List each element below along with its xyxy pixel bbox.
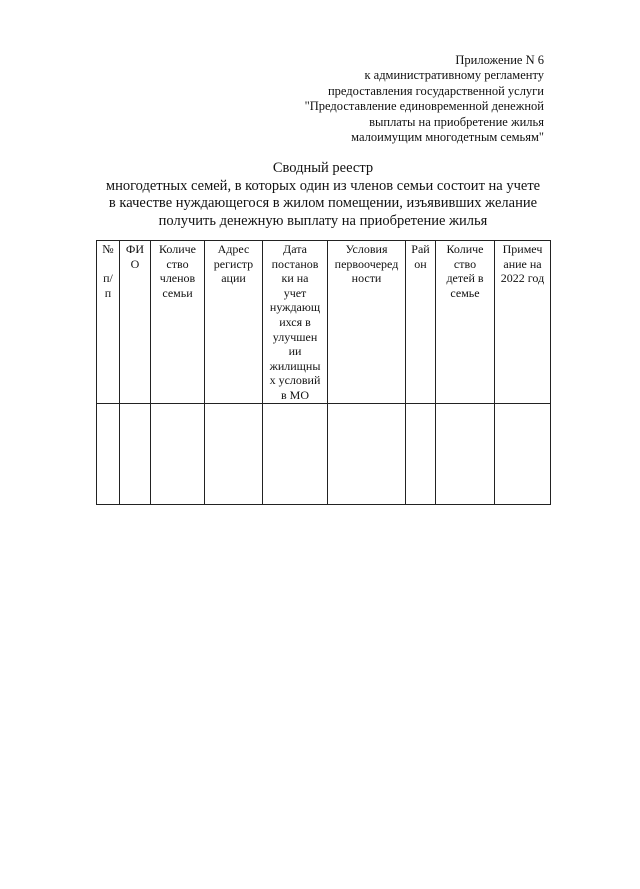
title-line: в качестве нуждающегося в жилом помещении, изъявивших желание bbox=[108, 195, 538, 212]
header-line: Дата bbox=[283, 242, 307, 256]
table-cell bbox=[205, 403, 263, 504]
header-line: детей в bbox=[446, 271, 484, 286]
header-line: нуждающ bbox=[269, 300, 321, 315]
header-line: в МО bbox=[280, 387, 309, 402]
appendix-line: Приложение N 6 bbox=[455, 53, 544, 67]
header-line: он bbox=[414, 256, 427, 271]
table-cell bbox=[406, 403, 436, 504]
header-line: Количе bbox=[446, 242, 484, 256]
col-header-fio bbox=[120, 241, 151, 404]
header-line: ации bbox=[221, 271, 246, 286]
appendix-line: малоимущим многодетным семьям" bbox=[351, 130, 544, 145]
header-line: п/ bbox=[103, 271, 113, 286]
header-line: регистр bbox=[213, 256, 254, 271]
header-line: ки на bbox=[281, 271, 309, 286]
table-cell bbox=[97, 403, 120, 504]
header-line: ство bbox=[166, 256, 189, 271]
header-line: № bbox=[102, 242, 114, 256]
header-line: семьи bbox=[162, 285, 193, 300]
header-line: жилищны bbox=[269, 358, 321, 373]
header-line: Адрес bbox=[217, 242, 250, 256]
header-line: учет bbox=[283, 285, 307, 300]
header-line: ии bbox=[288, 344, 302, 359]
header-line: ности bbox=[351, 271, 382, 286]
col-header-priority bbox=[328, 241, 406, 404]
header-line: О bbox=[130, 256, 140, 271]
header-line: постанов bbox=[271, 256, 319, 271]
header-line: семье bbox=[450, 285, 480, 300]
header-line: Условия bbox=[345, 242, 388, 256]
header-line: п bbox=[104, 285, 112, 300]
header-line: х условий bbox=[269, 373, 321, 388]
appendix-header bbox=[244, 53, 544, 145]
col-header-family-members bbox=[151, 241, 205, 404]
header-line: улучшен bbox=[272, 329, 318, 344]
col-header-children bbox=[436, 241, 495, 404]
col-header-registration-date bbox=[263, 241, 328, 404]
table-body bbox=[97, 403, 551, 504]
header-line: Примеч bbox=[502, 242, 543, 256]
title-line: Сводный реестр bbox=[272, 160, 374, 176]
appendix-line: к административному регламенту bbox=[364, 68, 544, 83]
header-line bbox=[98, 257, 118, 272]
title-line: многодетных семей, в которых один из членов семьи состоит на учете bbox=[105, 177, 541, 194]
table-cell bbox=[436, 403, 495, 504]
col-header-note bbox=[495, 241, 551, 404]
appendix-line: предоставления государственной услуги bbox=[327, 83, 544, 98]
table-cell bbox=[328, 403, 406, 504]
header-line: ихся в bbox=[279, 314, 311, 329]
header-line: ание на bbox=[503, 256, 542, 271]
table-row bbox=[97, 403, 551, 504]
registry-table bbox=[96, 240, 551, 505]
appendix-line: выплаты на приобретение жилья bbox=[369, 114, 544, 129]
table-cell bbox=[120, 403, 151, 504]
document-title bbox=[96, 160, 550, 230]
col-header-number bbox=[97, 241, 120, 404]
header-line: ство bbox=[453, 256, 477, 271]
table-cell bbox=[151, 403, 205, 504]
header-line: 2022 год bbox=[500, 271, 545, 286]
col-header-address bbox=[205, 241, 263, 404]
header-line: Рай bbox=[411, 242, 430, 256]
header-line: ФИ bbox=[125, 242, 145, 256]
header-line: Количе bbox=[158, 242, 197, 256]
table-cell bbox=[263, 403, 328, 504]
header-line: первоочеред bbox=[334, 256, 399, 271]
table-header-row bbox=[97, 241, 551, 404]
appendix-line: "Предоставление единовременной денежной bbox=[304, 99, 544, 114]
title-line: получить денежную выплату на приобретение жилья bbox=[158, 212, 488, 229]
header-line: членов bbox=[159, 271, 196, 286]
col-header-district bbox=[406, 241, 436, 404]
table-cell bbox=[495, 403, 551, 504]
